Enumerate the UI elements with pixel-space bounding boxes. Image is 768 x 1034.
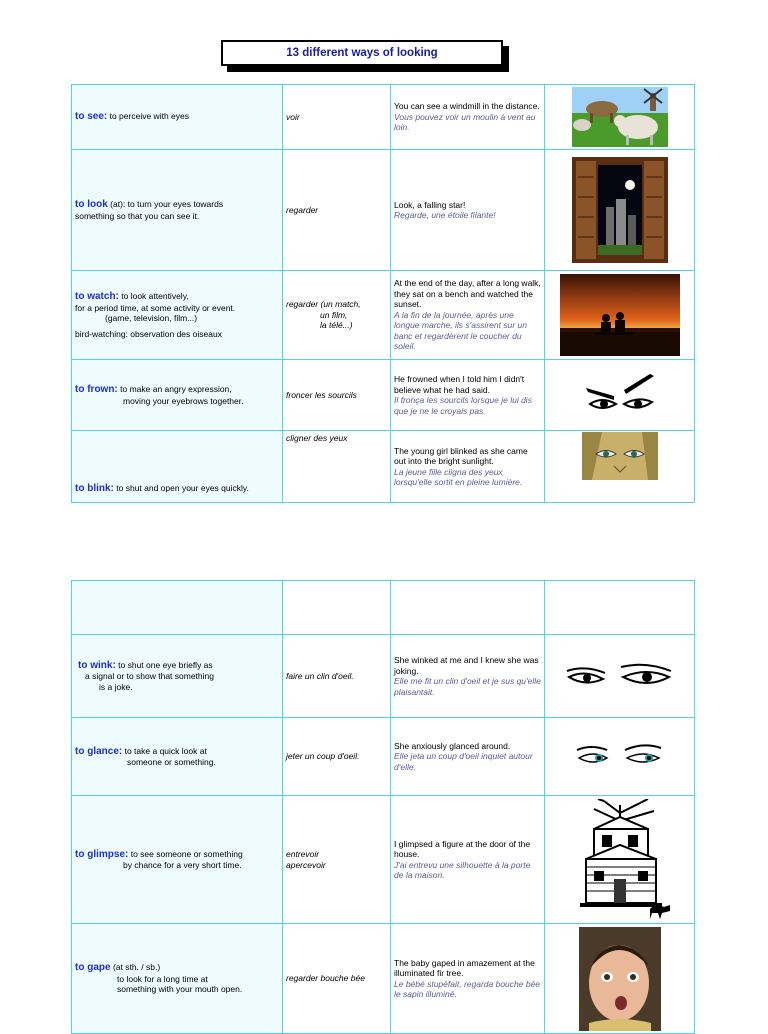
definition-line: to take a quick look at [124,745,207,756]
term-cell [72,635,283,718]
definition-line: is a joke. [99,681,133,692]
example-cell [391,271,545,360]
example-en: She anxiously glanced around. [394,740,511,751]
french-cell [283,360,391,431]
haunted-house-image [564,799,676,921]
example-cell [391,431,545,503]
term: to wink: [78,659,116,671]
french-verb-line: un film, [320,309,348,320]
term-cell [72,150,283,271]
definition-line: to look for a long time at [117,973,208,984]
term-cell [72,360,283,431]
example-en: She winked at me and I knew she was joking. [394,655,539,676]
image-cell [545,796,695,924]
definition: to shut and open your eyes quickly. [116,482,249,493]
example-fr: Elle me fit un clin d'oeil et je sus qu'elle plaisantait. [394,676,541,697]
example-cell [391,360,545,431]
definition-line: to look attentively, [121,291,189,301]
example-cell [391,150,545,271]
french-cell [283,85,391,150]
french-verb-line: apercevoir [286,859,326,870]
table-row [72,718,695,796]
definition-line: to turn your eyes towards [127,199,224,209]
definition-line: by chance for a very short time. [123,860,242,870]
definition-line: a signal or to show that something [85,671,214,682]
french-cell [283,635,391,718]
french-verb: jeter un coup d'oeil. [286,751,360,762]
table-row [72,271,695,360]
french-verb: regarder (un match, [286,299,361,310]
definition-line: something with your mouth open. [117,984,243,995]
term: to watch: [75,291,119,302]
image-cell [545,360,695,431]
french-cell [283,718,391,796]
definition-line: someone or something. [127,757,216,767]
night-window-image [572,157,668,263]
table-row [72,431,695,503]
example-fr: La jeune fille cligna des yeux lorsqu'elle sortit en pleine lumière. [394,466,523,487]
term-cell [72,271,283,360]
term-suffix: (at): [110,199,126,209]
example-cell [391,924,545,1034]
example-en: At the end of the day, after a long walk, they sat on a bench and watched the sunset. [394,278,541,310]
french-verb: cligner des yeux [286,433,348,443]
term: to blink: [75,482,114,494]
empty-cell [545,581,695,635]
definition-line: for a period time, at some activity or event. [75,302,236,313]
definition-line: moving your eyebrows together. [123,395,244,406]
example-cell [391,85,545,150]
example-fr: Vous pouvez voir un moulin à vent au loin. [394,111,536,133]
table-row [72,150,695,271]
example-fr: Il fronça les sourcils lorsque je lui dis que je ne le croyais pas. [394,395,532,416]
example-fr: Elle jeta un coup d'oeil inquiet autour d'elle. [394,751,533,772]
table-row [72,85,695,150]
term: to gape [75,962,111,974]
table-row [72,635,695,718]
example-en: He frowned when I told him I didn't believe what he had said. [394,374,525,395]
winking-eyes-image [565,661,675,691]
definition-line: to make an angry expression, [120,384,232,394]
sunset-bench-image [560,274,680,356]
french-cell [283,431,391,503]
french-cell [283,271,391,360]
image-cell [545,431,695,503]
french-verb: entrevoir [286,849,320,859]
example-fr: Regarde, une étoile filante! [394,210,496,220]
french-verb-line: la télé...) [320,320,353,331]
vocab-table-2 [71,580,695,1034]
term-cell [72,85,283,150]
cows-windmill-image [572,87,668,147]
term-cell [72,718,283,796]
definition-line: to see someone or something [130,848,243,859]
empty-cell [283,581,391,635]
table-header-row [72,581,695,635]
example-en: I glimpsed a figure at the door of the house. [394,838,531,859]
page-title: 13 different ways of looking [221,40,503,66]
definition-line: something so that you can see it. [75,210,200,221]
table-row [72,360,695,431]
example-fr: J'ai entrevu une silhouette à la porte de la maison. [394,859,531,880]
term-suffix: (at sth. / sb.) [112,962,161,973]
image-cell [545,271,695,360]
example-fr: Le bébé stupéfait, regarda bouche bée le sapin illuminé. [394,978,541,999]
french-cell [283,924,391,1034]
example-en: Look, a falling star! [394,199,466,210]
term-cell [72,924,283,1034]
example-en: You can see a windmill in the distance. [394,101,540,112]
term: to see: [75,111,108,123]
definition: to perceive with eyes [109,111,189,122]
term: to glance: [75,745,123,757]
french-verb: voir [286,111,300,122]
image-cell [545,924,695,1034]
french-verb: faire un clin d'oeil. [286,670,354,681]
example-cell [391,796,545,924]
image-cell [545,718,695,796]
definition-note: bird-watching: observation des oiseaux [75,328,222,339]
term-cell [72,431,283,503]
french-cell [283,796,391,924]
vocab-table-1 [71,84,695,503]
image-cell [545,85,695,150]
example-cell [391,635,545,718]
french-verb: froncer les sourcils [286,389,357,400]
image-cell [545,150,695,271]
term: to look [75,199,108,210]
definition-line: to shut one eye briefly as [118,659,213,670]
definition-line: (game, television, film...) [105,313,198,323]
empty-cell [72,581,283,635]
frowning-eyes-image [584,374,656,416]
table-row [72,924,695,1034]
glancing-eyes-image [575,742,665,772]
french-verb: regarder bouche bée [286,973,365,984]
example-cell [391,718,545,796]
table-row [72,796,695,924]
image-cell [545,635,695,718]
example-en: The young girl blinked as she came out into the bright sunlight. [394,445,528,466]
baby-gaping-image [579,927,661,1031]
term: to frown: [75,384,118,395]
example-en: The baby gaped in amazement at the illuminated fir tree. [394,957,535,978]
french-verb: regarder [286,204,319,215]
term: to glimpse: [75,848,129,860]
french-cell [283,150,391,271]
example-fr: A la fin de la journée, après une longue marche, ils s'assirent sur un banc et regardèrent le coucher du soleil. [394,309,527,352]
empty-cell [391,581,545,635]
title-banner [221,40,509,70]
term-cell [72,796,283,924]
girl-eyes-image [582,432,658,480]
